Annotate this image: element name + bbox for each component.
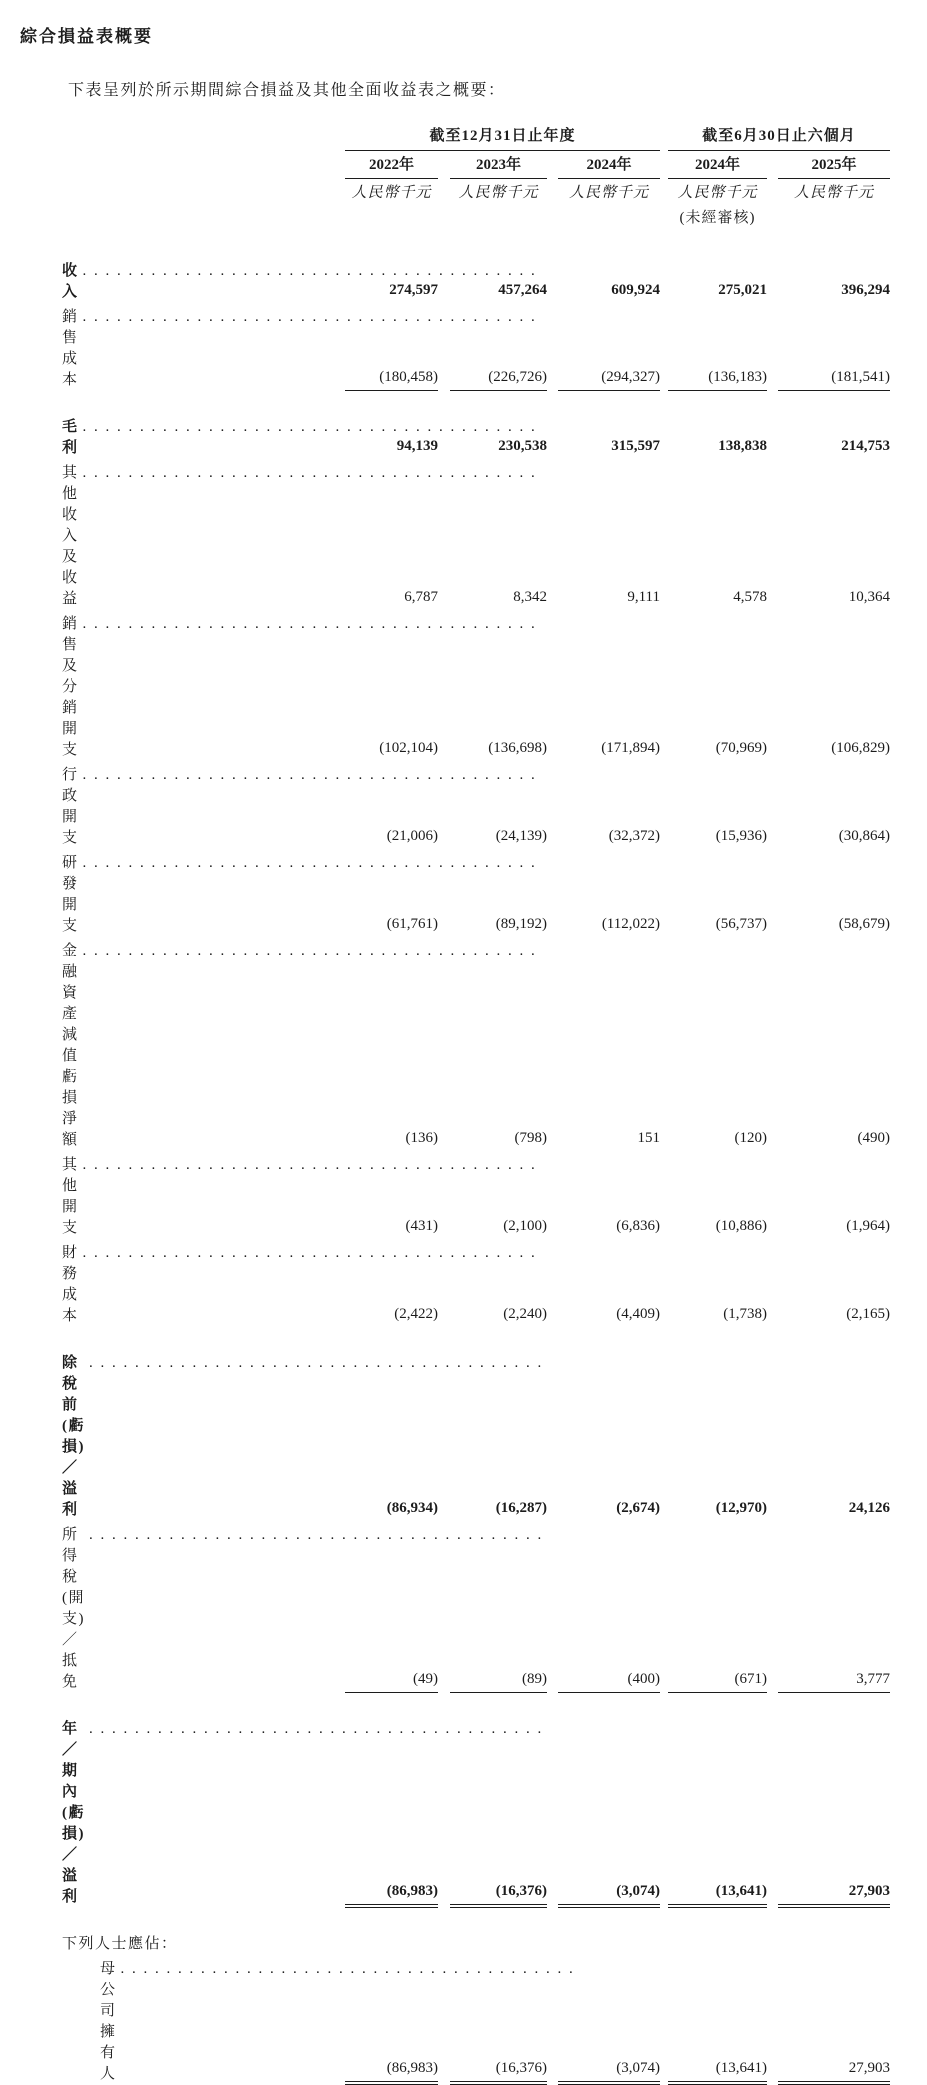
row-value-2025: (106,829) bbox=[831, 740, 890, 756]
row-value-2022: (102,104) bbox=[379, 740, 438, 756]
unaudited-note: (未經審核) bbox=[679, 210, 756, 226]
row-label-text: 其他收入及收益 bbox=[62, 465, 79, 607]
row-value-2025: (490) bbox=[857, 1130, 890, 1146]
dot-leader bbox=[83, 1243, 537, 1264]
row-value-2025: (1,964) bbox=[846, 1218, 890, 1234]
row-value-2025: 24,126 bbox=[848, 1500, 890, 1516]
table-row bbox=[62, 941, 907, 1151]
table-row bbox=[62, 1353, 907, 1521]
row-value-2023: (16,376) bbox=[450, 2058, 547, 2085]
dot-leader bbox=[83, 463, 537, 484]
row-value-2022: (21,006) bbox=[386, 828, 438, 844]
dot-leader bbox=[83, 941, 537, 962]
row-value-2024-interim: (13,641) bbox=[668, 2058, 767, 2085]
row-value-2024-interim: (10,886) bbox=[715, 1218, 767, 1234]
row-value-2024-interim: (120) bbox=[734, 1130, 767, 1146]
row-label-text: 除稅前(虧損)／溢利 bbox=[62, 1355, 85, 1518]
row-value-2022: (431) bbox=[405, 1218, 438, 1234]
row-label-text: 行政開支 bbox=[62, 767, 79, 846]
dot-leader bbox=[89, 1719, 543, 1740]
row-value-2024-interim: 275,021 bbox=[718, 282, 767, 298]
row-label bbox=[62, 1525, 345, 1693]
dot-leader bbox=[83, 417, 537, 438]
row-value-2022: 6,787 bbox=[404, 589, 438, 605]
dot-leader bbox=[121, 1959, 575, 1980]
unit-label: 人民幣千元 bbox=[458, 185, 539, 201]
page-title: 綜合損益表概要 bbox=[20, 27, 153, 46]
row-value-2024: (6,836) bbox=[616, 1218, 660, 1234]
row-label-text: 年／期內(虧損)／溢利 bbox=[62, 1721, 85, 1905]
dot-leader bbox=[83, 307, 537, 328]
row-value-2022: (49) bbox=[345, 1669, 438, 1693]
row-label-text: 毛利 bbox=[62, 419, 79, 456]
row-label bbox=[62, 614, 345, 761]
table-row bbox=[62, 417, 907, 459]
row-value-2024: (400) bbox=[558, 1669, 660, 1693]
row-value-2024: 609,924 bbox=[611, 282, 660, 298]
income-statement-table bbox=[62, 126, 907, 2085]
row-value-2022 bbox=[345, 1953, 438, 1955]
row-label-text: 母公司擁有人 bbox=[100, 1961, 117, 2082]
row-value-2023: (16,376) bbox=[450, 1881, 547, 1908]
table-header-years bbox=[62, 155, 907, 179]
row-value-2024-interim: (1,738) bbox=[723, 1306, 767, 1322]
table-row bbox=[62, 463, 907, 610]
row-label bbox=[62, 941, 345, 1151]
row-value-2024 bbox=[558, 1953, 660, 1955]
row-label-text: 所得稅(開支)／抵免 bbox=[62, 1527, 85, 1690]
row-value-2023: 8,342 bbox=[513, 589, 547, 605]
table-row bbox=[62, 1525, 907, 1693]
intro-text: 下表呈列於所示期間綜合損益及其他全面收益表之概要： bbox=[68, 82, 506, 99]
row-label-text: 銷售及分銷開支 bbox=[62, 616, 79, 758]
table-row bbox=[62, 1934, 907, 1955]
row-value-2024-interim: (671) bbox=[668, 1669, 767, 1693]
table-header-note bbox=[62, 208, 907, 229]
header-year-2024: 2024年 bbox=[558, 155, 660, 179]
dot-leader bbox=[83, 614, 537, 635]
row-value-2022: 94,139 bbox=[396, 438, 438, 454]
row-value-2024-interim: (12,970) bbox=[715, 1500, 767, 1516]
row-value-2024-interim: 4,578 bbox=[733, 589, 767, 605]
header-year-2023: 2023年 bbox=[450, 155, 547, 179]
row-value-2024: (4,409) bbox=[616, 1306, 660, 1322]
row-label bbox=[62, 1959, 345, 2085]
row-value-2024: (2,674) bbox=[616, 1500, 660, 1516]
row-label bbox=[62, 765, 345, 849]
row-label-text: 研發開支 bbox=[62, 855, 79, 934]
row-label bbox=[62, 307, 345, 391]
row-value-2022: (180,458) bbox=[345, 367, 438, 391]
row-value-2023: (89) bbox=[450, 1669, 547, 1693]
unit-label: 人民幣千元 bbox=[793, 185, 874, 201]
table-row bbox=[62, 765, 907, 849]
row-value-2022: (86,934) bbox=[386, 1500, 438, 1516]
row-value-2025: (2,165) bbox=[846, 1306, 890, 1322]
row-value-2024: (32,372) bbox=[608, 828, 660, 844]
row-value-2022: (136) bbox=[405, 1130, 438, 1146]
row-value-2025: (181,541) bbox=[778, 367, 890, 391]
table-row bbox=[62, 1959, 907, 2085]
table-header-groups bbox=[62, 126, 907, 151]
row-value-2025: (30,864) bbox=[838, 828, 890, 844]
row-label bbox=[62, 1719, 345, 1908]
row-value-2023: 230,538 bbox=[498, 438, 547, 454]
unit-label: 人民幣千元 bbox=[677, 185, 758, 201]
row-value-2025: 396,294 bbox=[841, 282, 890, 298]
header-period-group-interim: 截至6月30日止六個月 bbox=[668, 126, 890, 151]
table-row bbox=[62, 614, 907, 761]
row-label bbox=[62, 1155, 345, 1239]
row-value-2025: 3,777 bbox=[778, 1669, 890, 1693]
row-value-2022: (2,422) bbox=[394, 1306, 438, 1322]
dot-leader bbox=[89, 1353, 543, 1374]
header-year-2025: 2025年 bbox=[778, 155, 890, 179]
row-value-2024-interim: 138,838 bbox=[718, 438, 767, 454]
row-value-2024-interim: (136,183) bbox=[668, 367, 767, 391]
row-value-2023: (24,139) bbox=[495, 828, 547, 844]
row-value-2024: (3,074) bbox=[558, 1881, 660, 1908]
dot-leader bbox=[89, 1525, 543, 1546]
row-value-2024-interim: (56,737) bbox=[715, 916, 767, 932]
row-value-2025 bbox=[778, 1953, 890, 1955]
table-row bbox=[62, 261, 907, 303]
table-row bbox=[62, 1243, 907, 1327]
row-value-2024: 151 bbox=[637, 1130, 660, 1146]
row-value-2024: 315,597 bbox=[611, 438, 660, 454]
row-value-2022: (61,761) bbox=[386, 916, 438, 932]
header-period-group-annual: 截至12月31日止年度 bbox=[345, 126, 660, 151]
row-value-2024: (294,327) bbox=[558, 367, 660, 391]
row-label-text: 其他開支 bbox=[62, 1157, 79, 1236]
row-value-2023: (16,287) bbox=[495, 1500, 547, 1516]
row-value-2023: (798) bbox=[514, 1130, 547, 1146]
row-value-2022: (86,983) bbox=[345, 1881, 438, 1908]
table-header-units bbox=[62, 183, 907, 204]
dot-leader bbox=[83, 765, 537, 786]
table-body bbox=[62, 261, 907, 2085]
row-value-2024: (171,894) bbox=[601, 740, 660, 756]
row-value-2023: (2,100) bbox=[503, 1218, 547, 1234]
unit-label: 人民幣千元 bbox=[351, 185, 432, 201]
row-value-2024-interim: (15,936) bbox=[715, 828, 767, 844]
table-row bbox=[62, 307, 907, 391]
header-year-2024-interim: 2024年 bbox=[668, 155, 767, 179]
row-label bbox=[62, 1353, 345, 1521]
row-value-2024: (3,074) bbox=[558, 2058, 660, 2085]
row-value-2023: 457,264 bbox=[498, 282, 547, 298]
row-value-2023: (2,240) bbox=[503, 1306, 547, 1322]
row-value-2025: 27,903 bbox=[778, 1881, 890, 1908]
row-value-2024-interim: (70,969) bbox=[715, 740, 767, 756]
row-value-2022: 274,597 bbox=[389, 282, 438, 298]
row-value-2025: (58,679) bbox=[838, 916, 890, 932]
row-label-text: 銷售成本 bbox=[62, 309, 79, 388]
row-label bbox=[62, 853, 345, 937]
dot-leader bbox=[83, 853, 537, 874]
row-label-text: 財務成本 bbox=[62, 1245, 79, 1324]
row-label bbox=[62, 1243, 345, 1327]
row-value-2025: 214,753 bbox=[841, 438, 890, 454]
row-value-2024: 9,111 bbox=[627, 589, 660, 605]
row-label bbox=[62, 261, 345, 303]
row-label bbox=[62, 463, 345, 610]
row-label bbox=[62, 417, 345, 459]
row-value-2024-interim bbox=[668, 1953, 767, 1955]
row-label-text: 金融資產減值虧損淨額 bbox=[62, 943, 79, 1148]
row-label bbox=[62, 1934, 345, 1955]
table-row bbox=[62, 1155, 907, 1239]
row-value-2025: 10,364 bbox=[848, 589, 890, 605]
header-year-2022: 2022年 bbox=[345, 155, 438, 179]
row-value-2024-interim: (13,641) bbox=[668, 1881, 767, 1908]
row-value-2022: (86,983) bbox=[345, 2058, 438, 2085]
row-value-2025: 27,903 bbox=[778, 2058, 890, 2085]
row-value-2023: (226,726) bbox=[450, 367, 547, 391]
row-value-2023: (136,698) bbox=[488, 740, 547, 756]
unit-label: 人民幣千元 bbox=[568, 185, 649, 201]
row-label-text: 收入 bbox=[62, 263, 79, 300]
row-label-text: 下列人士應佔： bbox=[62, 1936, 178, 1952]
row-value-2023 bbox=[450, 1953, 547, 1955]
table-row bbox=[62, 853, 907, 937]
dot-leader bbox=[83, 1155, 537, 1176]
dot-leader bbox=[83, 261, 537, 282]
row-value-2024: (112,022) bbox=[601, 916, 660, 932]
row-value-2023: (89,192) bbox=[495, 916, 547, 932]
table-row bbox=[62, 1719, 907, 1908]
